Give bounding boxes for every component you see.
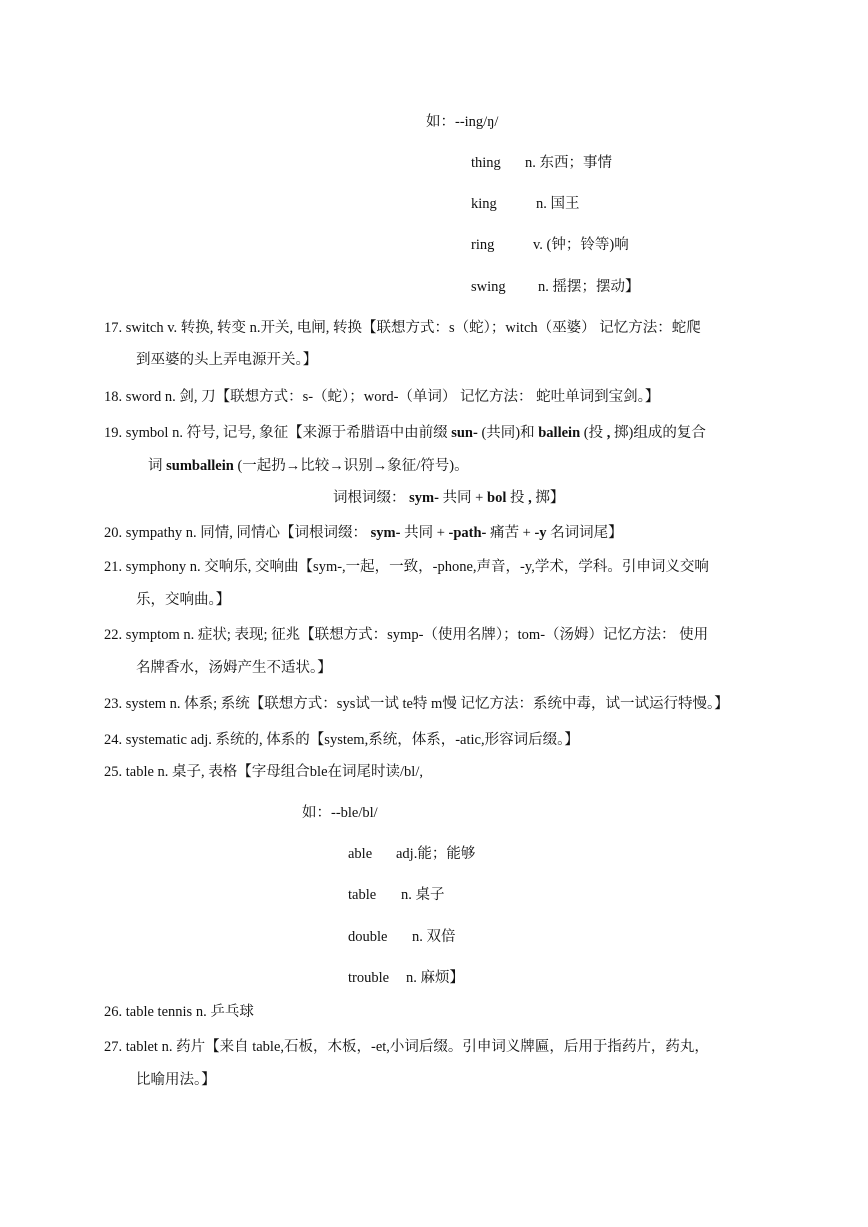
example-word: ring: [471, 237, 495, 253]
entry-27-continued: 比喻用法。】: [136, 1072, 216, 1088]
example-gloss: n. 麻烦】: [406, 970, 464, 986]
entry-25: [104, 762, 423, 782]
entry-text: systematic adj. 系统的, 体系的【system,系统，体系，-atic,形容词后缀。】: [125, 732, 579, 748]
entry-text: sympathy n. 同情, 同情心【词根词缀：: [125, 525, 371, 541]
example-gloss: v. (钟；铃等)响: [533, 237, 629, 253]
example-gloss: n. 双倍: [412, 929, 456, 945]
entry-number: 20.: [104, 525, 123, 541]
example-word: trouble: [348, 970, 390, 986]
example-gloss: n. 摇摆；摆动】: [538, 279, 640, 295]
entry-text: 掷】: [535, 490, 565, 506]
example-word: table: [348, 887, 377, 903]
entry-21: [104, 557, 709, 577]
entry-19-root-note: [333, 488, 564, 508]
entry-number: 27.: [104, 1039, 123, 1055]
entry-text: symbol n. 符号, 记号, 象征【来源于希腊语中由前缀: [125, 425, 452, 441]
entry-19: [104, 423, 706, 443]
entry-text: sword n. 剑, 刀【联想方式：s-（蛇）；word-（单词） 记忆方法： 蛇吐单词到宝剑。】: [125, 389, 660, 405]
root-bold: sumballein: [166, 458, 234, 474]
entry-number: 17.: [104, 320, 123, 336]
entry-text: 名词词尾】: [546, 525, 623, 541]
entry-number: 24.: [104, 732, 123, 748]
root-bold: -path-: [448, 525, 487, 541]
entry-text: 词根词缀：: [333, 490, 410, 506]
entry-text: symphony n. 交响乐, 交响曲【sym-,一起，一致，-phone,声音，-y,学术，学科。引申词义交响: [125, 559, 709, 575]
entry-number: 19.: [104, 425, 123, 441]
example-word: double: [348, 929, 388, 945]
entry-text: table n. 桌子, 表格【字母组合ble在词尾时读/bl/,: [125, 764, 423, 780]
entry-17: [104, 318, 701, 338]
entry-19-continued: [148, 456, 469, 476]
prefix-bold: sym-: [409, 490, 439, 506]
entry-22-continued: 名牌香水，汤姆产生不适状。】: [136, 660, 332, 676]
example-intro-ble: 如：--ble/bl/: [302, 805, 378, 821]
entry-21-continued: 乐，交响曲。】: [136, 592, 231, 608]
example-word: thing: [471, 155, 501, 171]
entry-number: 23.: [104, 696, 123, 712]
entry-text: 痛苦 +: [486, 525, 535, 541]
entry-26: [104, 1002, 254, 1022]
example-gloss: n. 国王: [536, 196, 580, 212]
entry-18: [104, 387, 659, 407]
entry-text: (共同)和: [477, 425, 539, 441]
entry-text: 掷)组成的复合: [613, 425, 706, 441]
entry-number: 22.: [104, 627, 123, 643]
entry-number: 21.: [104, 559, 123, 575]
prefix-bold: sun-: [451, 425, 478, 441]
example-intro-ing: 如：--ing/ŋ/: [426, 114, 499, 130]
entry-number: 25.: [104, 764, 123, 780]
prefix-bold: sym-: [370, 525, 401, 541]
comma-bold: ,: [606, 425, 614, 441]
example-gloss: n. 桌子: [401, 887, 445, 903]
entry-text: (投: [580, 425, 607, 441]
entry-20: [104, 523, 623, 543]
example-word: able: [348, 846, 373, 862]
entry-22: [104, 625, 708, 645]
example-word: swing: [471, 279, 506, 295]
entry-number: 18.: [104, 389, 123, 405]
entry-23: [104, 694, 729, 714]
root-bold: ballein: [538, 425, 581, 441]
entry-text: (一起扔→比较→识别→象征/符号)。: [233, 458, 469, 474]
entry-text: 共同 +: [438, 490, 487, 506]
example-gloss: n. 东西；事情: [525, 155, 612, 171]
entry-24: [104, 730, 579, 750]
entry-text: switch v. 转换, 转变 n.开关, 电闸, 转换【联想方式：s（蛇）；witch（巫婆） 记忆方法：蛇爬: [125, 320, 701, 336]
entry-17-continued: 到巫婆的头上弄电源开关。】: [136, 352, 318, 368]
suffix-bold: -y: [534, 525, 547, 541]
entry-text: symptom n. 症状; 表现; 征兆【联想方式：symp-（使用名牌）；tom-（汤姆）记忆方法： 使用: [125, 627, 709, 643]
entry-text: table tennis n. 乒乓球: [125, 1004, 254, 1020]
example-gloss: adj.能；能够: [396, 846, 476, 862]
entry-text: 共同 +: [400, 525, 449, 541]
entry-text: tablet n. 药片【来自 table,石板，木板，-et,小词后缀。引申词义牌匾，后用于指药片，药丸，: [125, 1039, 709, 1055]
comma-bold: ,: [528, 490, 536, 506]
entry-number: 26.: [104, 1004, 123, 1020]
entry-text: 投: [506, 490, 529, 506]
entry-text: system n. 体系; 系统【联想方式：sys试一试 te特 m慢 记忆方法：系统中毒，试一试运行特慢。】: [125, 696, 729, 712]
root-bold: bol: [487, 490, 507, 506]
entry-text: 词: [148, 458, 167, 474]
entry-27: [104, 1037, 709, 1057]
example-word: king: [471, 196, 497, 212]
